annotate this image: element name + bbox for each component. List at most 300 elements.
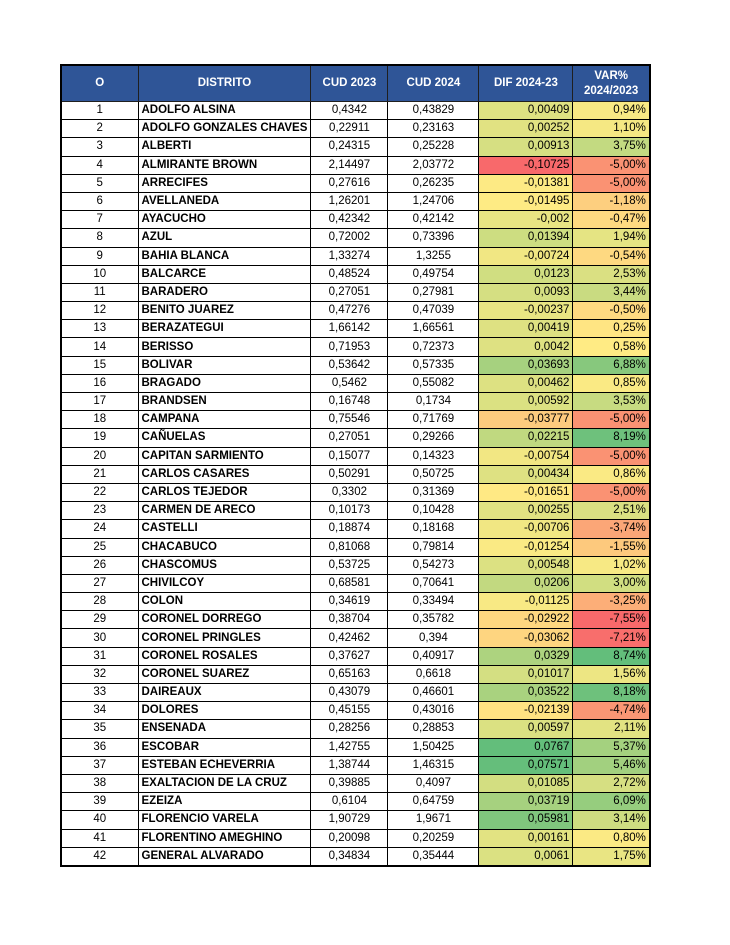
cell-dif: -0,00706 bbox=[479, 520, 573, 538]
cell-cud-2024: 2,03772 bbox=[388, 156, 479, 174]
cell-distrito: BAHIA BLANCA bbox=[138, 247, 311, 265]
cell-distrito: CASTELLI bbox=[138, 520, 311, 538]
cell-distrito: ESTEBAN ECHEVERRIA bbox=[138, 756, 311, 774]
table-row bbox=[61, 665, 650, 683]
header-dif: DIF 2024-23 bbox=[479, 65, 573, 102]
cell-var: 0,25% bbox=[573, 320, 650, 338]
cell-cud-2024: 0,70641 bbox=[388, 574, 479, 592]
cell-cud-2024: 1,24706 bbox=[388, 192, 479, 210]
cell-distrito: CORONEL DORREGO bbox=[138, 611, 311, 629]
cell-order: 39 bbox=[61, 793, 138, 811]
table-row bbox=[61, 283, 650, 301]
cell-order: 4 bbox=[61, 156, 138, 174]
cell-cud-2024: 0,71769 bbox=[388, 411, 479, 429]
cell-order: 32 bbox=[61, 665, 138, 683]
cell-order: 15 bbox=[61, 356, 138, 374]
cell-distrito: BENITO JUAREZ bbox=[138, 302, 311, 320]
table-row bbox=[61, 684, 650, 702]
cell-dif: 0,00913 bbox=[479, 138, 573, 156]
cell-cud-2024: 0,46601 bbox=[388, 684, 479, 702]
cell-distrito: ADOLFO ALSINA bbox=[138, 102, 311, 120]
table-row bbox=[61, 538, 650, 556]
cell-cud-2024: 0,79814 bbox=[388, 538, 479, 556]
cell-cud-2023: 0,4342 bbox=[311, 102, 388, 120]
table-header bbox=[61, 65, 650, 102]
cell-var: -0,47% bbox=[573, 211, 650, 229]
cell-cud-2023: 1,66142 bbox=[311, 320, 388, 338]
cell-cud-2023: 1,26201 bbox=[311, 192, 388, 210]
cell-order: 11 bbox=[61, 283, 138, 301]
cell-cud-2023: 0,42342 bbox=[311, 211, 388, 229]
cell-var: -4,74% bbox=[573, 702, 650, 720]
cell-distrito: CAPITAN SARMIENTO bbox=[138, 447, 311, 465]
table-row bbox=[61, 702, 650, 720]
table-row bbox=[61, 611, 650, 629]
cell-cud-2024: 0,18168 bbox=[388, 520, 479, 538]
cell-distrito: AZUL bbox=[138, 229, 311, 247]
cell-dif: 0,0206 bbox=[479, 574, 573, 592]
cell-dif: 0,03522 bbox=[479, 684, 573, 702]
cell-distrito: AVELLANEDA bbox=[138, 192, 311, 210]
cell-cud-2024: 0,64759 bbox=[388, 793, 479, 811]
cell-cud-2024: 0,50725 bbox=[388, 465, 479, 483]
cell-cud-2024: 1,66561 bbox=[388, 320, 479, 338]
cell-dif: -0,01651 bbox=[479, 483, 573, 501]
table-row bbox=[61, 447, 650, 465]
cell-distrito: DAIREAUX bbox=[138, 684, 311, 702]
cell-order: 17 bbox=[61, 393, 138, 411]
table-row bbox=[61, 374, 650, 392]
cell-cud-2023: 0,65163 bbox=[311, 665, 388, 683]
cell-order: 42 bbox=[61, 847, 138, 866]
table-row bbox=[61, 120, 650, 138]
cell-dif: -0,03062 bbox=[479, 629, 573, 647]
table-row bbox=[61, 756, 650, 774]
cell-var: -5,00% bbox=[573, 411, 650, 429]
header-order: O bbox=[61, 65, 138, 102]
cell-cud-2023: 0,27616 bbox=[311, 174, 388, 192]
cell-dif: 0,01085 bbox=[479, 774, 573, 792]
cell-dif: -0,01254 bbox=[479, 538, 573, 556]
cell-cud-2024: 1,50425 bbox=[388, 738, 479, 756]
table-row bbox=[61, 738, 650, 756]
cell-var: -3,25% bbox=[573, 593, 650, 611]
cell-order: 14 bbox=[61, 338, 138, 356]
cell-var: 1,75% bbox=[573, 847, 650, 866]
cell-cud-2023: 0,53642 bbox=[311, 356, 388, 374]
cell-dif: -0,02922 bbox=[479, 611, 573, 629]
table-row bbox=[61, 774, 650, 792]
cell-distrito: CAMPANA bbox=[138, 411, 311, 429]
cell-dif: 0,03719 bbox=[479, 793, 573, 811]
cell-cud-2024: 0,54273 bbox=[388, 556, 479, 574]
cell-cud-2024: 0,57335 bbox=[388, 356, 479, 374]
cell-var: 6,88% bbox=[573, 356, 650, 374]
cell-order: 3 bbox=[61, 138, 138, 156]
table-row bbox=[61, 411, 650, 429]
cell-order: 26 bbox=[61, 556, 138, 574]
header-cud-2024: CUD 2024 bbox=[388, 65, 479, 102]
cell-dif: 0,00462 bbox=[479, 374, 573, 392]
header-var: VAR% 2024/2023 bbox=[573, 65, 650, 102]
cell-var: 3,75% bbox=[573, 138, 650, 156]
cell-dif: 0,00409 bbox=[479, 102, 573, 120]
table-row bbox=[61, 247, 650, 265]
cell-cud-2023: 1,42755 bbox=[311, 738, 388, 756]
cell-dif: 0,01394 bbox=[479, 229, 573, 247]
cell-dif: 0,00161 bbox=[479, 829, 573, 847]
cell-var: 2,72% bbox=[573, 774, 650, 792]
table-row bbox=[61, 211, 650, 229]
cell-cud-2024: 0,42142 bbox=[388, 211, 479, 229]
cell-cud-2023: 0,20098 bbox=[311, 829, 388, 847]
cell-cud-2023: 0,34619 bbox=[311, 593, 388, 611]
cell-cud-2024: 0,35782 bbox=[388, 611, 479, 629]
cell-var: -3,74% bbox=[573, 520, 650, 538]
table-row bbox=[61, 574, 650, 592]
cell-cud-2024: 0,73396 bbox=[388, 229, 479, 247]
cell-dif: -0,10725 bbox=[479, 156, 573, 174]
cell-var: 3,53% bbox=[573, 393, 650, 411]
cell-cud-2023: 0,81068 bbox=[311, 538, 388, 556]
cell-distrito: ARRECIFES bbox=[138, 174, 311, 192]
table-row bbox=[61, 502, 650, 520]
cell-var: 3,00% bbox=[573, 574, 650, 592]
cell-distrito: BERAZATEGUI bbox=[138, 320, 311, 338]
cell-order: 34 bbox=[61, 702, 138, 720]
cell-cud-2024: 0,43829 bbox=[388, 102, 479, 120]
cell-cud-2023: 0,37627 bbox=[311, 647, 388, 665]
cell-var: 0,94% bbox=[573, 102, 650, 120]
cell-distrito: FLORENCIO VARELA bbox=[138, 811, 311, 829]
cell-cud-2023: 0,10173 bbox=[311, 502, 388, 520]
cell-distrito: CARMEN DE ARECO bbox=[138, 502, 311, 520]
cell-var: 3,14% bbox=[573, 811, 650, 829]
cell-cud-2023: 0,6104 bbox=[311, 793, 388, 811]
cell-order: 21 bbox=[61, 465, 138, 483]
cell-cud-2023: 0,18874 bbox=[311, 520, 388, 538]
cell-distrito: BARADERO bbox=[138, 283, 311, 301]
cell-var: 2,11% bbox=[573, 720, 650, 738]
table-row bbox=[61, 793, 650, 811]
cell-cud-2023: 0,34834 bbox=[311, 847, 388, 866]
cell-cud-2023: 0,16748 bbox=[311, 393, 388, 411]
cell-dif: -0,00237 bbox=[479, 302, 573, 320]
cell-cud-2023: 0,27051 bbox=[311, 429, 388, 447]
cell-order: 36 bbox=[61, 738, 138, 756]
cell-dif: -0,01495 bbox=[479, 192, 573, 210]
cell-cud-2023: 0,42462 bbox=[311, 629, 388, 647]
cell-order: 20 bbox=[61, 447, 138, 465]
cell-cud-2024: 0,33494 bbox=[388, 593, 479, 611]
table-row bbox=[61, 393, 650, 411]
cell-dif: 0,00419 bbox=[479, 320, 573, 338]
cell-distrito: COLON bbox=[138, 593, 311, 611]
cell-var: 8,18% bbox=[573, 684, 650, 702]
cell-var: -0,50% bbox=[573, 302, 650, 320]
cell-dif: -0,02139 bbox=[479, 702, 573, 720]
cell-var: -7,55% bbox=[573, 611, 650, 629]
cell-cud-2023: 0,68581 bbox=[311, 574, 388, 592]
cell-cud-2023: 1,33274 bbox=[311, 247, 388, 265]
cell-order: 2 bbox=[61, 120, 138, 138]
cell-distrito: ALBERTI bbox=[138, 138, 311, 156]
cell-cud-2023: 0,38704 bbox=[311, 611, 388, 629]
cell-order: 5 bbox=[61, 174, 138, 192]
cell-distrito: CARLOS CASARES bbox=[138, 465, 311, 483]
cell-var: -1,55% bbox=[573, 538, 650, 556]
cell-cud-2023: 0,15077 bbox=[311, 447, 388, 465]
cell-cud-2023: 0,39885 bbox=[311, 774, 388, 792]
table-row bbox=[61, 847, 650, 866]
cell-var: 0,58% bbox=[573, 338, 650, 356]
table-row bbox=[61, 320, 650, 338]
cell-order: 35 bbox=[61, 720, 138, 738]
cell-distrito: DOLORES bbox=[138, 702, 311, 720]
cell-cud-2023: 0,47276 bbox=[311, 302, 388, 320]
table-row bbox=[61, 138, 650, 156]
cell-var: 1,02% bbox=[573, 556, 650, 574]
cell-var: -7,21% bbox=[573, 629, 650, 647]
cell-distrito: CORONEL SUAREZ bbox=[138, 665, 311, 683]
cell-distrito: CHIVILCOY bbox=[138, 574, 311, 592]
cell-cud-2023: 0,24315 bbox=[311, 138, 388, 156]
table-row bbox=[61, 229, 650, 247]
cell-cud-2023: 0,53725 bbox=[311, 556, 388, 574]
cell-dif: 0,0042 bbox=[479, 338, 573, 356]
cell-dif: -0,00754 bbox=[479, 447, 573, 465]
cell-order: 41 bbox=[61, 829, 138, 847]
cell-distrito: ALMIRANTE BROWN bbox=[138, 156, 311, 174]
cell-dif: 0,07571 bbox=[479, 756, 573, 774]
cell-order: 18 bbox=[61, 411, 138, 429]
table-row bbox=[61, 647, 650, 665]
cell-dif: 0,0093 bbox=[479, 283, 573, 301]
cell-var: 0,80% bbox=[573, 829, 650, 847]
header-row bbox=[61, 65, 650, 102]
cell-order: 6 bbox=[61, 192, 138, 210]
cell-dif: -0,01381 bbox=[479, 174, 573, 192]
header-distrito: DISTRITO bbox=[138, 65, 311, 102]
table-row bbox=[61, 556, 650, 574]
cell-distrito: BRAGADO bbox=[138, 374, 311, 392]
cell-order: 1 bbox=[61, 102, 138, 120]
table-row bbox=[61, 356, 650, 374]
cell-var: 5,46% bbox=[573, 756, 650, 774]
table-row bbox=[61, 102, 650, 120]
cell-distrito: BOLIVAR bbox=[138, 356, 311, 374]
cell-cud-2023: 0,3302 bbox=[311, 483, 388, 501]
cell-distrito: EZEIZA bbox=[138, 793, 311, 811]
cell-cud-2023: 0,43079 bbox=[311, 684, 388, 702]
cell-var: 2,51% bbox=[573, 502, 650, 520]
cell-cud-2023: 0,27051 bbox=[311, 283, 388, 301]
cell-var: -5,00% bbox=[573, 483, 650, 501]
cell-distrito: BERISSO bbox=[138, 338, 311, 356]
cell-distrito: CHACABUCO bbox=[138, 538, 311, 556]
cell-order: 9 bbox=[61, 247, 138, 265]
cell-cud-2024: 0,40917 bbox=[388, 647, 479, 665]
cell-cud-2023: 0,75546 bbox=[311, 411, 388, 429]
cell-order: 31 bbox=[61, 647, 138, 665]
cell-dif: 0,05981 bbox=[479, 811, 573, 829]
cell-cud-2024: 0,20259 bbox=[388, 829, 479, 847]
cell-var: -5,00% bbox=[573, 447, 650, 465]
cell-dif: 0,0329 bbox=[479, 647, 573, 665]
cell-order: 23 bbox=[61, 502, 138, 520]
cell-var: 0,86% bbox=[573, 465, 650, 483]
cell-cud-2024: 0,35444 bbox=[388, 847, 479, 866]
cell-order: 37 bbox=[61, 756, 138, 774]
cell-cud-2023: 0,5462 bbox=[311, 374, 388, 392]
cell-distrito: FLORENTINO AMEGHINO bbox=[138, 829, 311, 847]
cell-dif: 0,02215 bbox=[479, 429, 573, 447]
cell-order: 33 bbox=[61, 684, 138, 702]
cell-cud-2023: 1,38744 bbox=[311, 756, 388, 774]
header-cud-2023: CUD 2023 bbox=[311, 65, 388, 102]
table-row bbox=[61, 192, 650, 210]
cell-order: 13 bbox=[61, 320, 138, 338]
cell-var: -1,18% bbox=[573, 192, 650, 210]
table-row bbox=[61, 302, 650, 320]
table-row bbox=[61, 265, 650, 283]
cell-var: 5,37% bbox=[573, 738, 650, 756]
cell-dif: -0,002 bbox=[479, 211, 573, 229]
cell-cud-2023: 0,22911 bbox=[311, 120, 388, 138]
table-row bbox=[61, 629, 650, 647]
cell-cud-2023: 0,48524 bbox=[311, 265, 388, 283]
cell-cud-2024: 0,31369 bbox=[388, 483, 479, 501]
cell-dif: 0,00548 bbox=[479, 556, 573, 574]
cell-var: 1,56% bbox=[573, 665, 650, 683]
cell-dif: 0,01017 bbox=[479, 665, 573, 683]
table-row bbox=[61, 520, 650, 538]
table-row bbox=[61, 156, 650, 174]
cell-order: 16 bbox=[61, 374, 138, 392]
cell-distrito: AYACUCHO bbox=[138, 211, 311, 229]
district-table bbox=[60, 64, 651, 867]
cell-cud-2024: 1,9671 bbox=[388, 811, 479, 829]
cell-distrito: GENERAL ALVARADO bbox=[138, 847, 311, 866]
cell-distrito: CHASCOMUS bbox=[138, 556, 311, 574]
cell-var: 0,85% bbox=[573, 374, 650, 392]
cell-var: 2,53% bbox=[573, 265, 650, 283]
cell-distrito: BALCARCE bbox=[138, 265, 311, 283]
cell-dif: -0,01125 bbox=[479, 593, 573, 611]
cell-order: 10 bbox=[61, 265, 138, 283]
cell-order: 24 bbox=[61, 520, 138, 538]
table-row bbox=[61, 720, 650, 738]
cell-distrito: EXALTACION DE LA CRUZ bbox=[138, 774, 311, 792]
cell-distrito: CAÑUELAS bbox=[138, 429, 311, 447]
cell-distrito: ADOLFO GONZALES CHAVES bbox=[138, 120, 311, 138]
cell-order: 40 bbox=[61, 811, 138, 829]
cell-distrito: CORONEL ROSALES bbox=[138, 647, 311, 665]
cell-var: -0,54% bbox=[573, 247, 650, 265]
cell-cud-2023: 0,45155 bbox=[311, 702, 388, 720]
cell-cud-2024: 1,3255 bbox=[388, 247, 479, 265]
table-row bbox=[61, 429, 650, 447]
cell-var: 8,19% bbox=[573, 429, 650, 447]
cell-var: -5,00% bbox=[573, 174, 650, 192]
cell-cud-2024: 0,49754 bbox=[388, 265, 479, 283]
cell-dif: 0,00252 bbox=[479, 120, 573, 138]
cell-order: 28 bbox=[61, 593, 138, 611]
cell-cud-2023: 0,71953 bbox=[311, 338, 388, 356]
cell-cud-2024: 0,27981 bbox=[388, 283, 479, 301]
cell-cud-2023: 0,72002 bbox=[311, 229, 388, 247]
table-row bbox=[61, 829, 650, 847]
cell-cud-2024: 0,29266 bbox=[388, 429, 479, 447]
cell-order: 25 bbox=[61, 538, 138, 556]
cell-cud-2024: 0,43016 bbox=[388, 702, 479, 720]
table-row bbox=[61, 593, 650, 611]
cell-order: 30 bbox=[61, 629, 138, 647]
cell-distrito: CORONEL PRINGLES bbox=[138, 629, 311, 647]
table-row bbox=[61, 174, 650, 192]
cell-dif: 0,00434 bbox=[479, 465, 573, 483]
cell-var: -5,00% bbox=[573, 156, 650, 174]
table-row bbox=[61, 483, 650, 501]
cell-cud-2024: 0,6618 bbox=[388, 665, 479, 683]
cell-dif: 0,00597 bbox=[479, 720, 573, 738]
cell-cud-2024: 0,26235 bbox=[388, 174, 479, 192]
cell-cud-2024: 0,4097 bbox=[388, 774, 479, 792]
cell-var: 3,44% bbox=[573, 283, 650, 301]
table-row bbox=[61, 338, 650, 356]
table-row bbox=[61, 811, 650, 829]
cell-cud-2023: 0,50291 bbox=[311, 465, 388, 483]
cell-order: 22 bbox=[61, 483, 138, 501]
cell-var: 6,09% bbox=[573, 793, 650, 811]
cell-order: 29 bbox=[61, 611, 138, 629]
cell-order: 8 bbox=[61, 229, 138, 247]
cell-dif: 0,0767 bbox=[479, 738, 573, 756]
cell-var: 1,10% bbox=[573, 120, 650, 138]
cell-dif: 0,00592 bbox=[479, 393, 573, 411]
cell-distrito: ESCOBAR bbox=[138, 738, 311, 756]
cell-dif: 0,00255 bbox=[479, 502, 573, 520]
cell-dif: -0,00724 bbox=[479, 247, 573, 265]
cell-distrito: ENSENADA bbox=[138, 720, 311, 738]
table-body bbox=[61, 102, 650, 866]
cell-order: 27 bbox=[61, 574, 138, 592]
cell-cud-2023: 0,28256 bbox=[311, 720, 388, 738]
cell-cud-2024: 0,25228 bbox=[388, 138, 479, 156]
cell-dif: 0,03693 bbox=[479, 356, 573, 374]
cell-cud-2023: 1,90729 bbox=[311, 811, 388, 829]
cell-dif: 0,0123 bbox=[479, 265, 573, 283]
cell-var: 8,74% bbox=[573, 647, 650, 665]
cell-dif: -0,03777 bbox=[479, 411, 573, 429]
cell-cud-2024: 0,23163 bbox=[388, 120, 479, 138]
cell-dif: 0,0061 bbox=[479, 847, 573, 866]
cell-cud-2024: 0,72373 bbox=[388, 338, 479, 356]
cell-cud-2023: 2,14497 bbox=[311, 156, 388, 174]
cell-var: 1,94% bbox=[573, 229, 650, 247]
cell-distrito: BRANDSEN bbox=[138, 393, 311, 411]
cell-cud-2024: 0,1734 bbox=[388, 393, 479, 411]
table-row bbox=[61, 465, 650, 483]
cell-order: 19 bbox=[61, 429, 138, 447]
cell-order: 12 bbox=[61, 302, 138, 320]
cell-cud-2024: 1,46315 bbox=[388, 756, 479, 774]
cell-order: 7 bbox=[61, 211, 138, 229]
cell-cud-2024: 0,394 bbox=[388, 629, 479, 647]
cell-cud-2024: 0,47039 bbox=[388, 302, 479, 320]
cell-distrito: CARLOS TEJEDOR bbox=[138, 483, 311, 501]
cell-cud-2024: 0,14323 bbox=[388, 447, 479, 465]
